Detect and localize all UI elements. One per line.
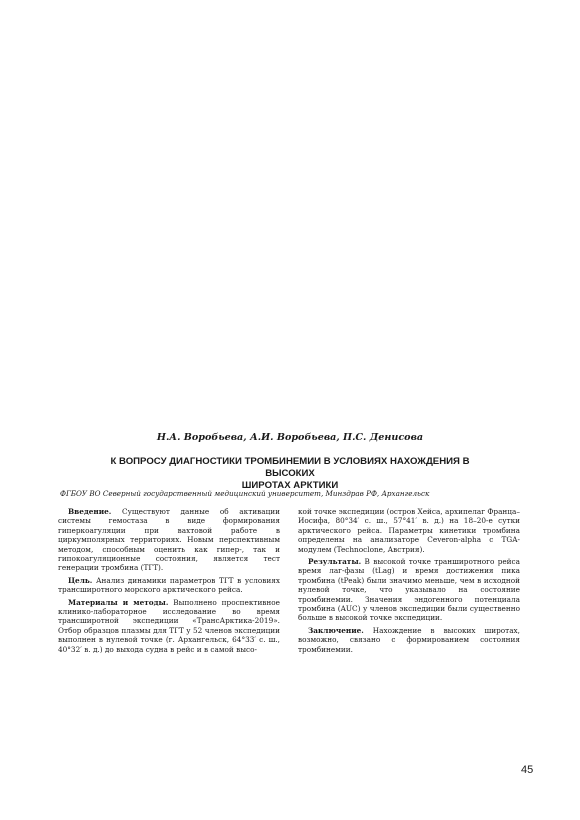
paragraph-lead: Введение. [68, 507, 112, 516]
page-number: 45 [521, 764, 534, 776]
left-column [58, 507, 280, 657]
paragraph-text: Нахождение в высоких широтах, возможно, связано с формированием состояния тромбинемии. [298, 625, 520, 654]
title-line-1: К ВОПРОСУ ДИАГНОСТИКИ ТРОМБИНЕМИИ В УСЛОВИЯХ НАХОЖДЕНИЯ В ВЫСОКИХ [110, 456, 470, 479]
paragraph-lead: Заключение. [308, 625, 364, 635]
paragraph-text: В высокой точке транширотного рейса время лаг-фазы (tLag) и время достижения пика тромбина (tPeak) были значимо меньше, чем в исходной нулевой точке, что указывало на состояние тромбинемии. Значения эндогенного потенциала тромбина (AUC) у членов экспедиции были существенно больше в высокой точке экспедиции. [298, 557, 520, 623]
right-column [298, 507, 520, 657]
paragraph-aim [58, 576, 280, 595]
paragraph-conclusion [298, 626, 520, 654]
paragraph-results [298, 557, 520, 623]
authors-line: Н.А. Воробьева, А.И. Воробьева, П.С. Денисова [156, 432, 424, 443]
paragraph-lead: Результаты. [308, 557, 362, 567]
paragraph-methods-continued [298, 507, 520, 554]
affiliation: ФГБОУ ВО Северный государственный медицинский университет, Минздрав РФ, Архангельск [60, 489, 430, 498]
paragraph-lead: Цель. [68, 575, 93, 585]
paragraph-text: Анализ динамики параметров ТГТ в условиях трансширотного морского арктического рейса. [58, 575, 280, 595]
paragraph-introduction [58, 507, 280, 573]
paragraph-text: кой точке экспедиции (остров Хейса, архипелаг Франца–Иосифа, 80°34′ с. ш., 57°41′ в. д.) на 18–20-е сутки арктического рейса. Параметры кинетики тромбина определены на анализаторе Ceveron-alpha с TGA-модулем (Technoclone, Австрия). [298, 507, 520, 554]
paragraph-methods [58, 598, 280, 654]
paragraph-lead: Материалы и методы. [68, 597, 169, 607]
title-line-2: ШИРОТАХ АРКТИКИ [241, 480, 339, 491]
article-title [90, 456, 490, 492]
paragraph-text: Выполнено проспективное клинико-лабораторное исследование во время трансширотной экспедиции «ТрансАрктика-2019». Отбор образцов плазмы для ТГТ у 52 членов экспедиции выполнен в нулевой точке (г. Архангельск, 64°33′ с. ш., 40°32′ в. д.) до выхода судна в рейс и в самой высо- [58, 597, 280, 654]
paragraph-text: Существуют данные об активации системы гемостаза в виде формирования гиперкоагуляции при вахтовой работе в циркумполярных территориях. Новым перспективным методом, способным оценить как гипер-, так и гипокоагуляционные состояния, является тест генерации тромбина (ТГТ). [58, 507, 280, 573]
